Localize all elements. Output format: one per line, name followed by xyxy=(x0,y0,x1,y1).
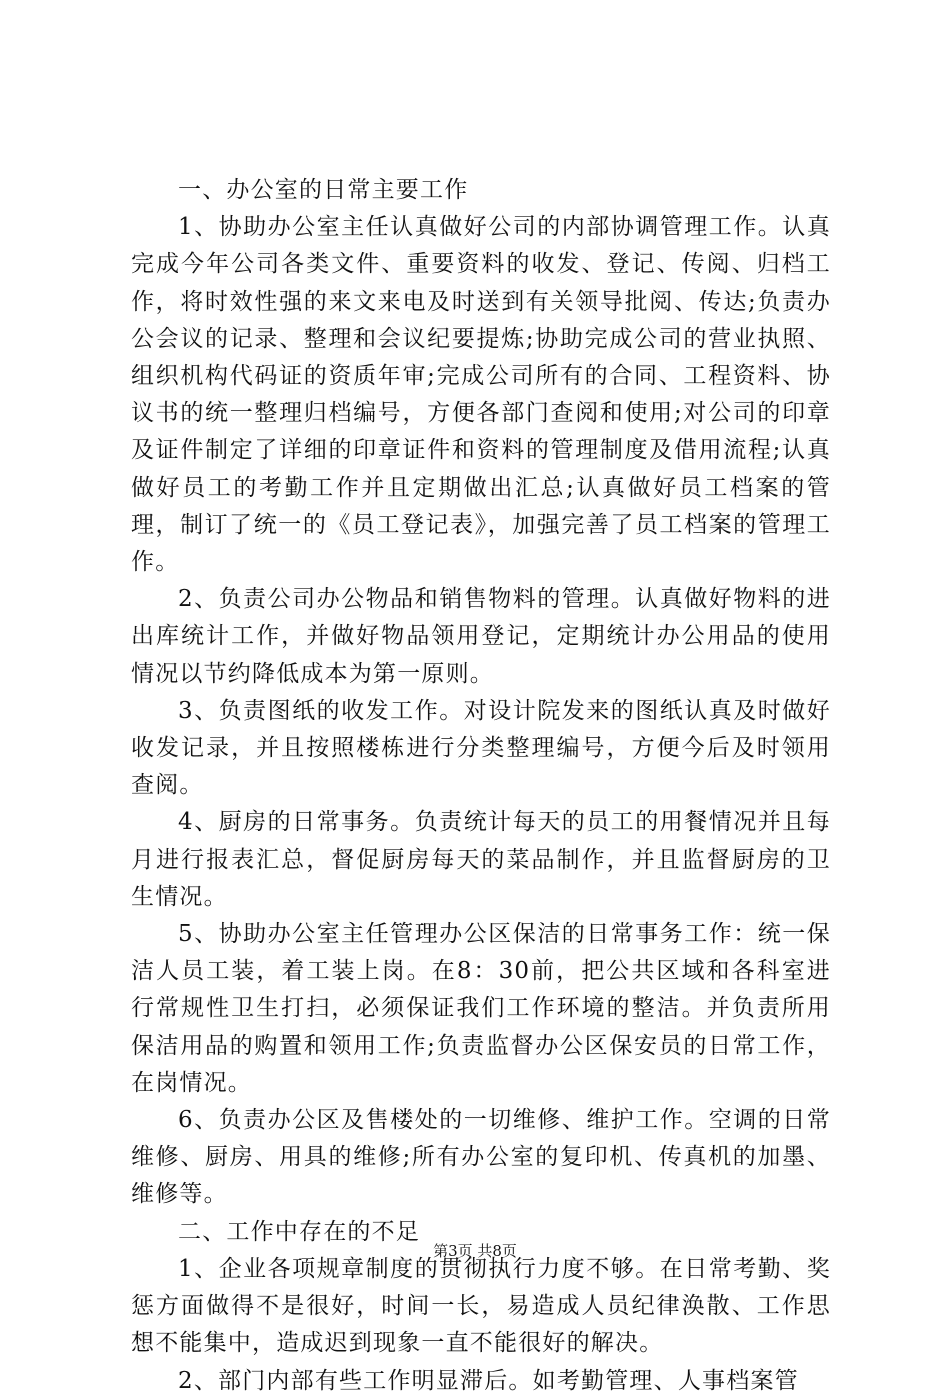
section-heading-1: 一、办公室的日常主要工作 xyxy=(178,177,469,203)
paragraph-5: 5、协助办公室主任管理办公区保洁的日常事务工作：统一保洁人员工装，着工装上岗。在8：30前，把公共区域和各科室进行常规性卫生打扫，必须保证我们工作环境的整洁。并负责所用保洁用品的购置和领用工作;负责监督办公区保安员的日常工作，在岗情况。 xyxy=(131,921,831,1096)
paragraph-2: 2、负责公司办公物品和销售物料的管理。认真做好物料的进出库统计工作，并做好物品领用登记，定期统计办公用品的使用情况以节约降低成本为第一原则。 xyxy=(131,586,831,687)
paragraph-4: 4、厨房的日常事务。负责统计每天的员工的用餐情况并且每月进行报表汇总，督促厨房每天的菜品制作，并且监督厨房的卫生情况。 xyxy=(131,809,831,910)
paragraph-3: 3、负责图纸的收发工作。对设计院发来的图纸认真及时做好收发记录，并且按照楼栋进行分类整理编号，方便今后及时领用查阅。 xyxy=(131,697,831,799)
paragraph-8: 2、部门内部有些工作明显滞后。如考勤管理、人事档案管 xyxy=(178,1367,799,1394)
paragraph-7: 1、企业各项规章制度的贯彻执行力度不够。在日常考勤、奖惩方面做得不是很好，时间一长，易造成人员纪律涣散、工作思想不能集中，造成迟到现象一直不能很好的解决。 xyxy=(131,1255,831,1357)
document-body xyxy=(131,172,831,1400)
page-footer: 第3页 共8页 xyxy=(433,1242,517,1260)
paragraph-6: 6、负责办公区及售楼处的一切维修、维护工作。空调的日常维修、厨房、用具的维修;所有办公室的复印机、传真机的加墨、维修等。 xyxy=(131,1107,831,1208)
section-heading-2: 二、工作中存在的不足 xyxy=(178,1218,420,1245)
paragraph-1: 1、协助办公室主任认真做好公司的内部协调管理工作。认真完成今年公司各类文件、重要资料的收发、登记、传阅、归档工作，将时效性强的来文来电及时送到有关领导批阅、传达;负责办公会议的记录、整理和会议纪要提炼;协助完成公司的营业执照、组织机构代码证的资质年审;完成公司所有的合同、工程资料、协议书的统一整理归档编号，方便各部门查阅和使用;对公司的印章及证件制定了详细的印章证件和资料的管理制度及借用流程;认真做好员工的考勤工作并且定期做出汇总;认真做好员工档案的管理，制订了统一的《员工登记表》，加强完善了员工档案的管理工作。 xyxy=(131,214,831,576)
